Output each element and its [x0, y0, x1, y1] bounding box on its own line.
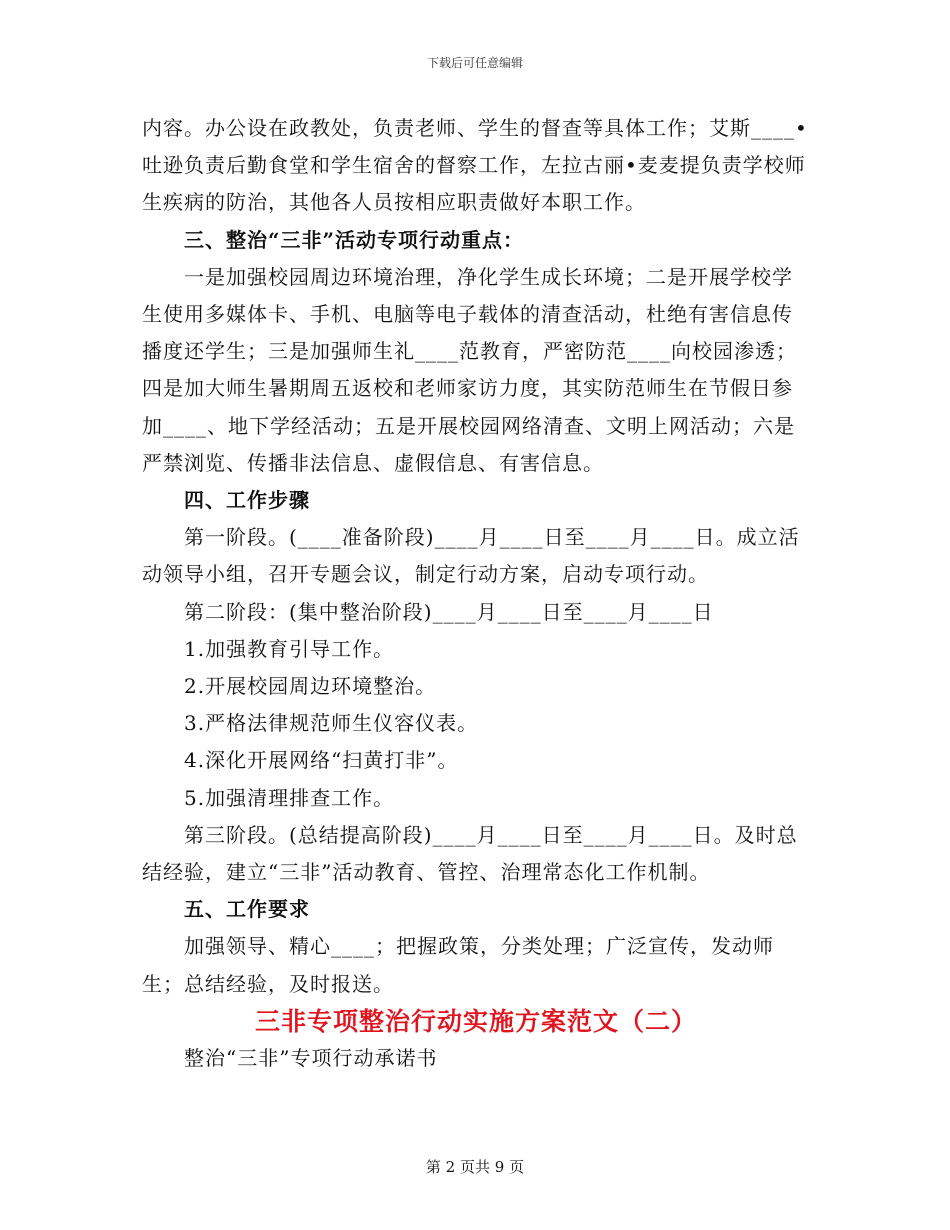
section-heading-requirements: 五、工作要求 — [184, 897, 310, 922]
list-item: 1.加强教育引导工作。 — [184, 636, 395, 661]
list-item: 2.开展校园周边环境整治。 — [184, 674, 437, 699]
paragraph-continuation: 内容。办公设在政教处，负责老师、学生的督查等具体工作；艾斯____•吐逊负责后勤食堂和学生宿舍的督察工作，左拉古丽•麦麦提负责学校师生疾病的防治，其他各人员按相应职责做好本职工作。 — [142, 116, 808, 215]
paragraph-stage-3: 第三阶段。(总结提高阶段)____月____日至____月____日。及时总结经验，建立“三非”活动教育、管控、治理常态化工作机制。 — [142, 822, 798, 885]
paragraph-requirements: 加强领导、精心____；把握政策，分类处理；广泛宣传，发动师生；总结经验，及时报送。 — [142, 934, 774, 996]
paragraph-pledge-title: 整治“三非”专项行动承诺书 — [184, 1046, 438, 1071]
section-heading-key-points: 三、整治“三非”活动专项行动重点： — [184, 227, 525, 252]
list-item: 4.深化开展网络“扫黄打非”。 — [184, 748, 459, 773]
document-title: 三非专项整治行动实施方案范文（二） — [254, 1006, 697, 1036]
paragraph-key-points: 一是加强校园周边环境治理，净化学生成长环境；二是开展学校学生使用多媒体卡、手机、电脑等电子载体的清查活动，杜绝有害信息传播度还学生；三是加强师生礼____范教育，严密防范____向校园渗透；四是加大师生暑期周五返校和老师家访力度，其实防范师生在节假日参加____、地下学经活动；五是开展校园网络清查、文明上网活动；六是严禁浏览、传播非法信息、虚假信息、有害信息。 — [142, 264, 797, 475]
page-number-footer: 第 2 页共 9 页 — [425, 1158, 525, 1176]
paragraph-stage-2: 第二阶段：(集中整治阶段)____月____日至____月____日 — [184, 599, 714, 624]
paragraph-stage-1: 第一阶段。(____准备阶段)____月____日至____月____日。成立活动领导小组，召开专题会议，制定行动方案，启动专项行动。 — [142, 525, 800, 587]
document-body — [142, 110, 810, 1077]
page-header-note: 下载后可任意编辑 — [426, 56, 523, 70]
section-heading-work-steps: 四、工作步骤 — [184, 488, 310, 513]
list-item: 5.加强清理排查工作。 — [184, 785, 395, 810]
list-item: 3.严格法律规范师生仪容仪表。 — [184, 711, 479, 736]
